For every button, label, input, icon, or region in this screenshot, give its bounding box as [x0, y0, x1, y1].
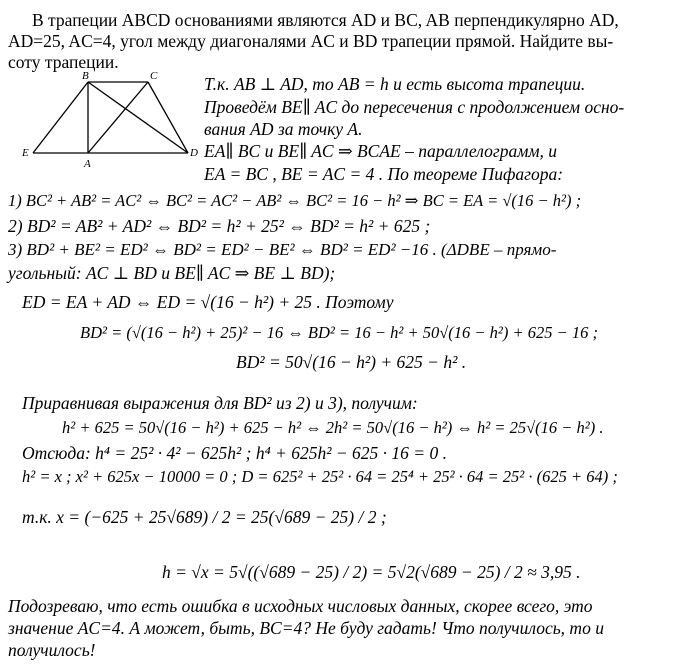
- label-D: D: [190, 147, 198, 159]
- trapezoid-figure: [18, 70, 198, 170]
- problem-line-1: В трапеции ABCD основаниями являются AD и BC, AB перпендикулярно AD,: [32, 10, 619, 30]
- solution-line-4: EA∥ BC и BE∥ AC ⇒ BCAE – параллелограмм, и: [204, 141, 558, 161]
- substitution-line: h² = x ; x² + 625x − 10000 = 0 ; D = 625² + 25² · 64 = 25⁴ + 25² · 64 = 25² · (625 + 64) ;: [22, 467, 618, 486]
- solution-line-3: вания AD за точку A.: [204, 119, 363, 139]
- label-C: C: [150, 70, 158, 82]
- label-A: A: [84, 158, 91, 170]
- solution-line-2: Проведём BE∥ AC до пересечения с продолжением осно-: [204, 97, 625, 117]
- problem-line-2: AD=25, AC=4, угол между диагоналями AC и BD трапеции прямой. Найдите вы-: [8, 31, 614, 51]
- bd-expansion: BD² = (√(16 − h²) + 25)² − 16 ⇔ BD² = 16 − h² + 50√(16 − h²) + 625 − 16 ;: [80, 323, 598, 342]
- ed-expression: ED = EA + AD ⇔ ED = √(16 − h²) + 25 . Поэтому: [22, 292, 394, 312]
- line-CD: [148, 82, 188, 153]
- root-x-line: т.к. x = (−625 + 25√689) / 2 = 25(√689 − 25) / 2 ;: [22, 507, 387, 527]
- bd-result: BD² = 50√(16 − h²) + 625 − h² .: [236, 352, 467, 372]
- equation-line: h² + 625 = 50√(16 − h²) + 625 − h² ⇔ 2h² = 50√(16 − h²) ⇔ h² = 25√(16 − h²) .: [62, 418, 604, 437]
- step-3-cont: угольный: AC ⊥ BD и BE∥ AC ⇒ BE ⊥ BD);: [8, 263, 336, 283]
- equate-line: Приравнивая выражения для BD² из 2) и 3), получим:: [22, 393, 418, 413]
- step-1: 1) BC² + AB² = AC² ⇔ BC² = AC² − AB² ⇔ BC² = 16 − h² ⇒ BC = EA = √(16 − h²) ;: [8, 191, 582, 210]
- comment-line-1: Подозреваю, что есть ошибка в исходных числовых данных, скорее всего, это: [8, 596, 593, 616]
- height-result: h = √x = 5√((√689 − 25) / 2) = 5√2(√689 − 25) / 2 ≈ 3,95 .: [162, 562, 581, 582]
- comment-line-2: значение AC=4. А может, быть, BC=4? Не буду гадать! Что получилось, то и: [8, 618, 604, 638]
- line-EB: [33, 82, 88, 153]
- biquadratic-line: Отсюда: h⁴ = 25² · 4² − 625h² ; h⁴ + 625h² − 625 · 16 = 0 .: [22, 443, 447, 463]
- label-B: B: [82, 70, 89, 82]
- step-3: 3) BD² + BE² = ED² ⇔ BD² = ED² − BE² ⇔ BD² = ED² −16 . (ΔDBE – прямо-: [8, 240, 557, 259]
- step-2: 2) BD² = AB² + AD² ⇔ BD² = h² + 25² ⇔ BD² = h² + 625 ;: [8, 216, 431, 236]
- problem-line-3: соту трапеции.: [8, 52, 119, 72]
- diagonal-BD: [88, 82, 188, 153]
- solution-line-5: EA = BC , BE = AC = 4 . По теореме Пифагора:: [204, 164, 564, 184]
- label-E: E: [22, 147, 29, 159]
- comment-line-3: получилось!: [8, 640, 96, 660]
- solution-line-1: Т.к. AB ⊥ AD, то AB = h и есть высота трапеции.: [204, 74, 586, 94]
